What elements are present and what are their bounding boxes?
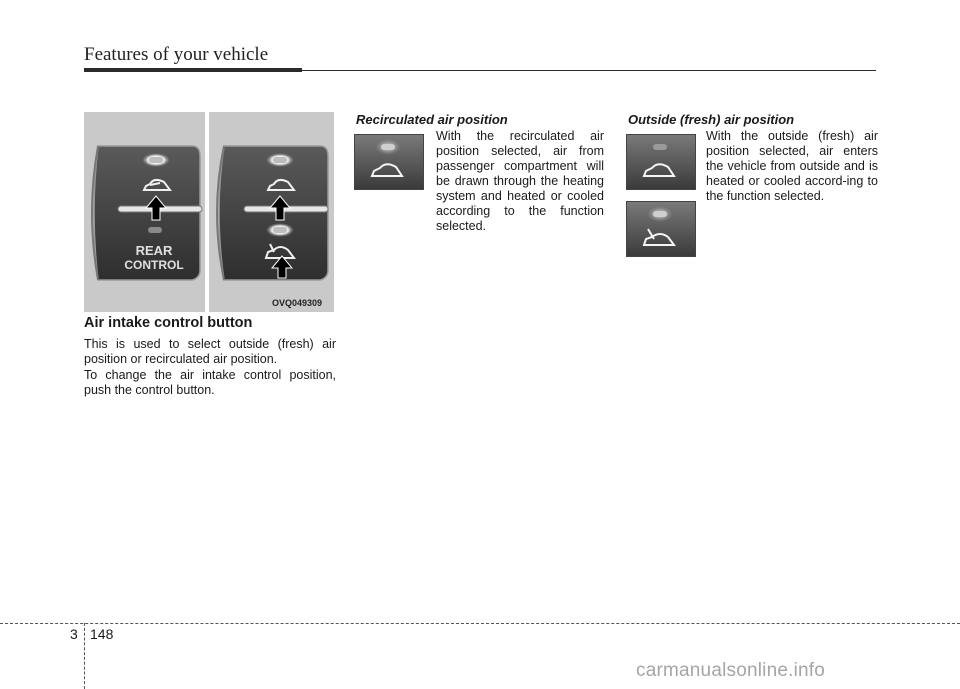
outside-thumbnail-recirc-off xyxy=(626,134,696,190)
body-paragraph: This is used to select outside (fresh) air position or recirculated air position. xyxy=(84,337,336,366)
footer-rule xyxy=(0,623,960,624)
rear-label: REAR xyxy=(135,243,173,258)
right-control-panel xyxy=(217,146,328,280)
page-number: 148 xyxy=(90,626,114,642)
body-paragraph: To change the air intake control position, push the control button. xyxy=(84,368,336,397)
header-rule-thin xyxy=(84,70,876,71)
chapter-number: 3 xyxy=(70,626,78,642)
left-control-panel xyxy=(92,146,202,280)
control-label: CONTROL xyxy=(124,258,184,272)
section-heading: Air intake control button xyxy=(84,315,253,331)
footer-divider xyxy=(84,623,85,689)
figure-code: OVQ049309 xyxy=(272,298,323,308)
outside-thumbnail-fresh-on xyxy=(626,201,696,257)
recirculated-description: With the recirculated air position selected, air from passenger compartment will be drawn through the heating system and heated or cooled according to the function selected. xyxy=(436,129,604,233)
outside-heading: Outside (fresh) air position xyxy=(628,112,795,127)
outside-description: With the outside (fresh) air position selected, air enters the vehicle from outside and is heated or cooled accord-ing to the function selected. xyxy=(706,129,878,203)
air-intake-figure xyxy=(84,112,334,312)
watermark: carmanualsonline.info xyxy=(636,660,826,681)
recirculated-thumbnail xyxy=(354,134,424,190)
page-header-title: Features of your vehicle xyxy=(84,44,269,65)
recirculated-heading: Recirculated air position xyxy=(356,112,508,127)
